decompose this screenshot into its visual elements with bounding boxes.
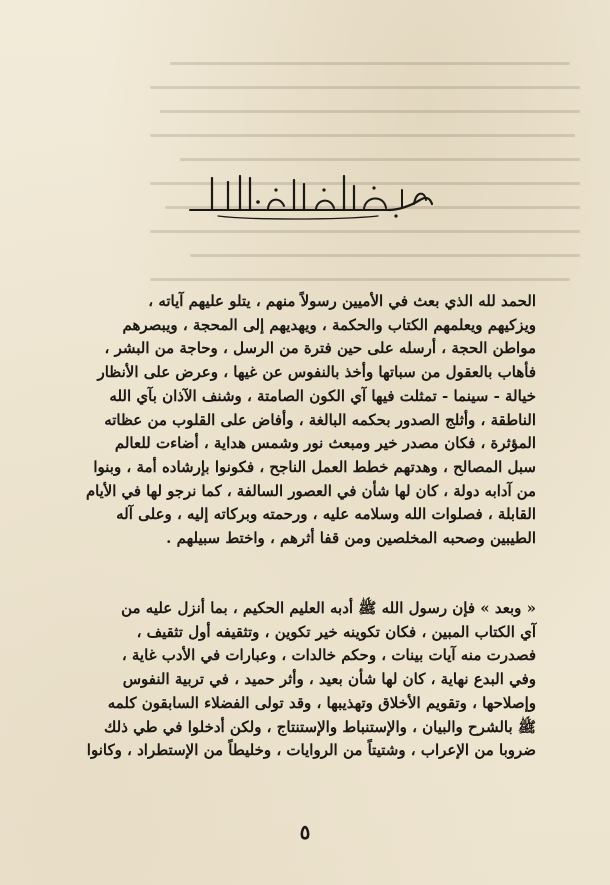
text-line: الطيبين وصحبه المخلصين ومن قفا أثرهم ، واختط سبيلهم .	[166, 529, 536, 548]
text-line: فأهاب بالعقول من سباتها وأخذ بالنفوس عن غيها ، وعرض على الأنظار	[97, 363, 536, 382]
second-paragraph	[86, 597, 536, 763]
text-line: ضروبا من الإعراب ، وشتيتاً من الروايات ، وخليطاً من الإستطراد ، وكانوا	[86, 741, 536, 760]
text-line: وفي البدع نهاية ، كان لها شأن بعيد ، وأثر حميد ، في تربية النفوس	[122, 670, 536, 689]
text-line: « وبعد » فإن رسول الله ﷺ أدبه العليم الحكيم ، بما أنزل عليه من	[121, 599, 536, 617]
basmala-calligraphy-graphic	[188, 170, 434, 220]
text-line: الحمد لله الذي بعث في الأميين رسولاً منهم ، يتلو عليهم آياته ،	[148, 292, 536, 310]
text-line: خيالة - سينما - تمثلت فيها آي الكون الصامتة ، وشنف الآذان بآي الله	[109, 386, 536, 405]
text-line: الناطقة ، وأثلج الصدور بحكمه البالغة ، وأفاض على القلوب من عظاته	[104, 410, 536, 429]
text-line: ويزكيهم ويعلمهم الكتاب والحكمة ، ويهديهم إلى المحجة ، ويبصرهم	[122, 315, 536, 334]
text-line: المؤثرة ، فكان مصدر خير ومبعث نور وشمس هداية ، أضاءت للعالم	[114, 434, 536, 453]
text-line: ﷺ بالشرح والبيان ، والإستنباط والإستنتاج ، ولكن أدخلوا في طي ذلك	[104, 717, 536, 736]
text-line: فصدرت منه آيات بينات ، وحكم خالدات ، وعبارات في الأدب غاية ،	[121, 646, 536, 665]
text-line: وإصلاحها ، وتقويم الأخلاق وتهذيبها ، وقد تولى الفضلاء السابقون كلمه	[107, 693, 536, 712]
text-line: آي الكتاب المبين ، فكان تكوينه خير تكوين ، وتثقيفه أول تثقيف ،	[136, 622, 536, 641]
page-number: ٥	[299, 820, 311, 844]
text-line: من آدابه دولة ، كان لها شأن في العصور السالفة ، كما نرجو لها في الأيام	[85, 481, 537, 500]
text-line: سبل المصالح ، وهدتهم خطط العمل الناجح ، فكونوا بإرشاده أمة ، وبنوا	[93, 457, 536, 476]
text-line: القابلة ، فصلوات الله وسلامه عليه ، ورحمته وبركاته إليه ، وعلى آله	[116, 505, 536, 524]
opening-paragraph	[86, 290, 536, 551]
basmala-calligraphy	[188, 170, 434, 220]
text-line: مواطن الحجة ، أرسله على حين فترة من الرسل ، وحاجة من البشر ،	[104, 339, 536, 358]
